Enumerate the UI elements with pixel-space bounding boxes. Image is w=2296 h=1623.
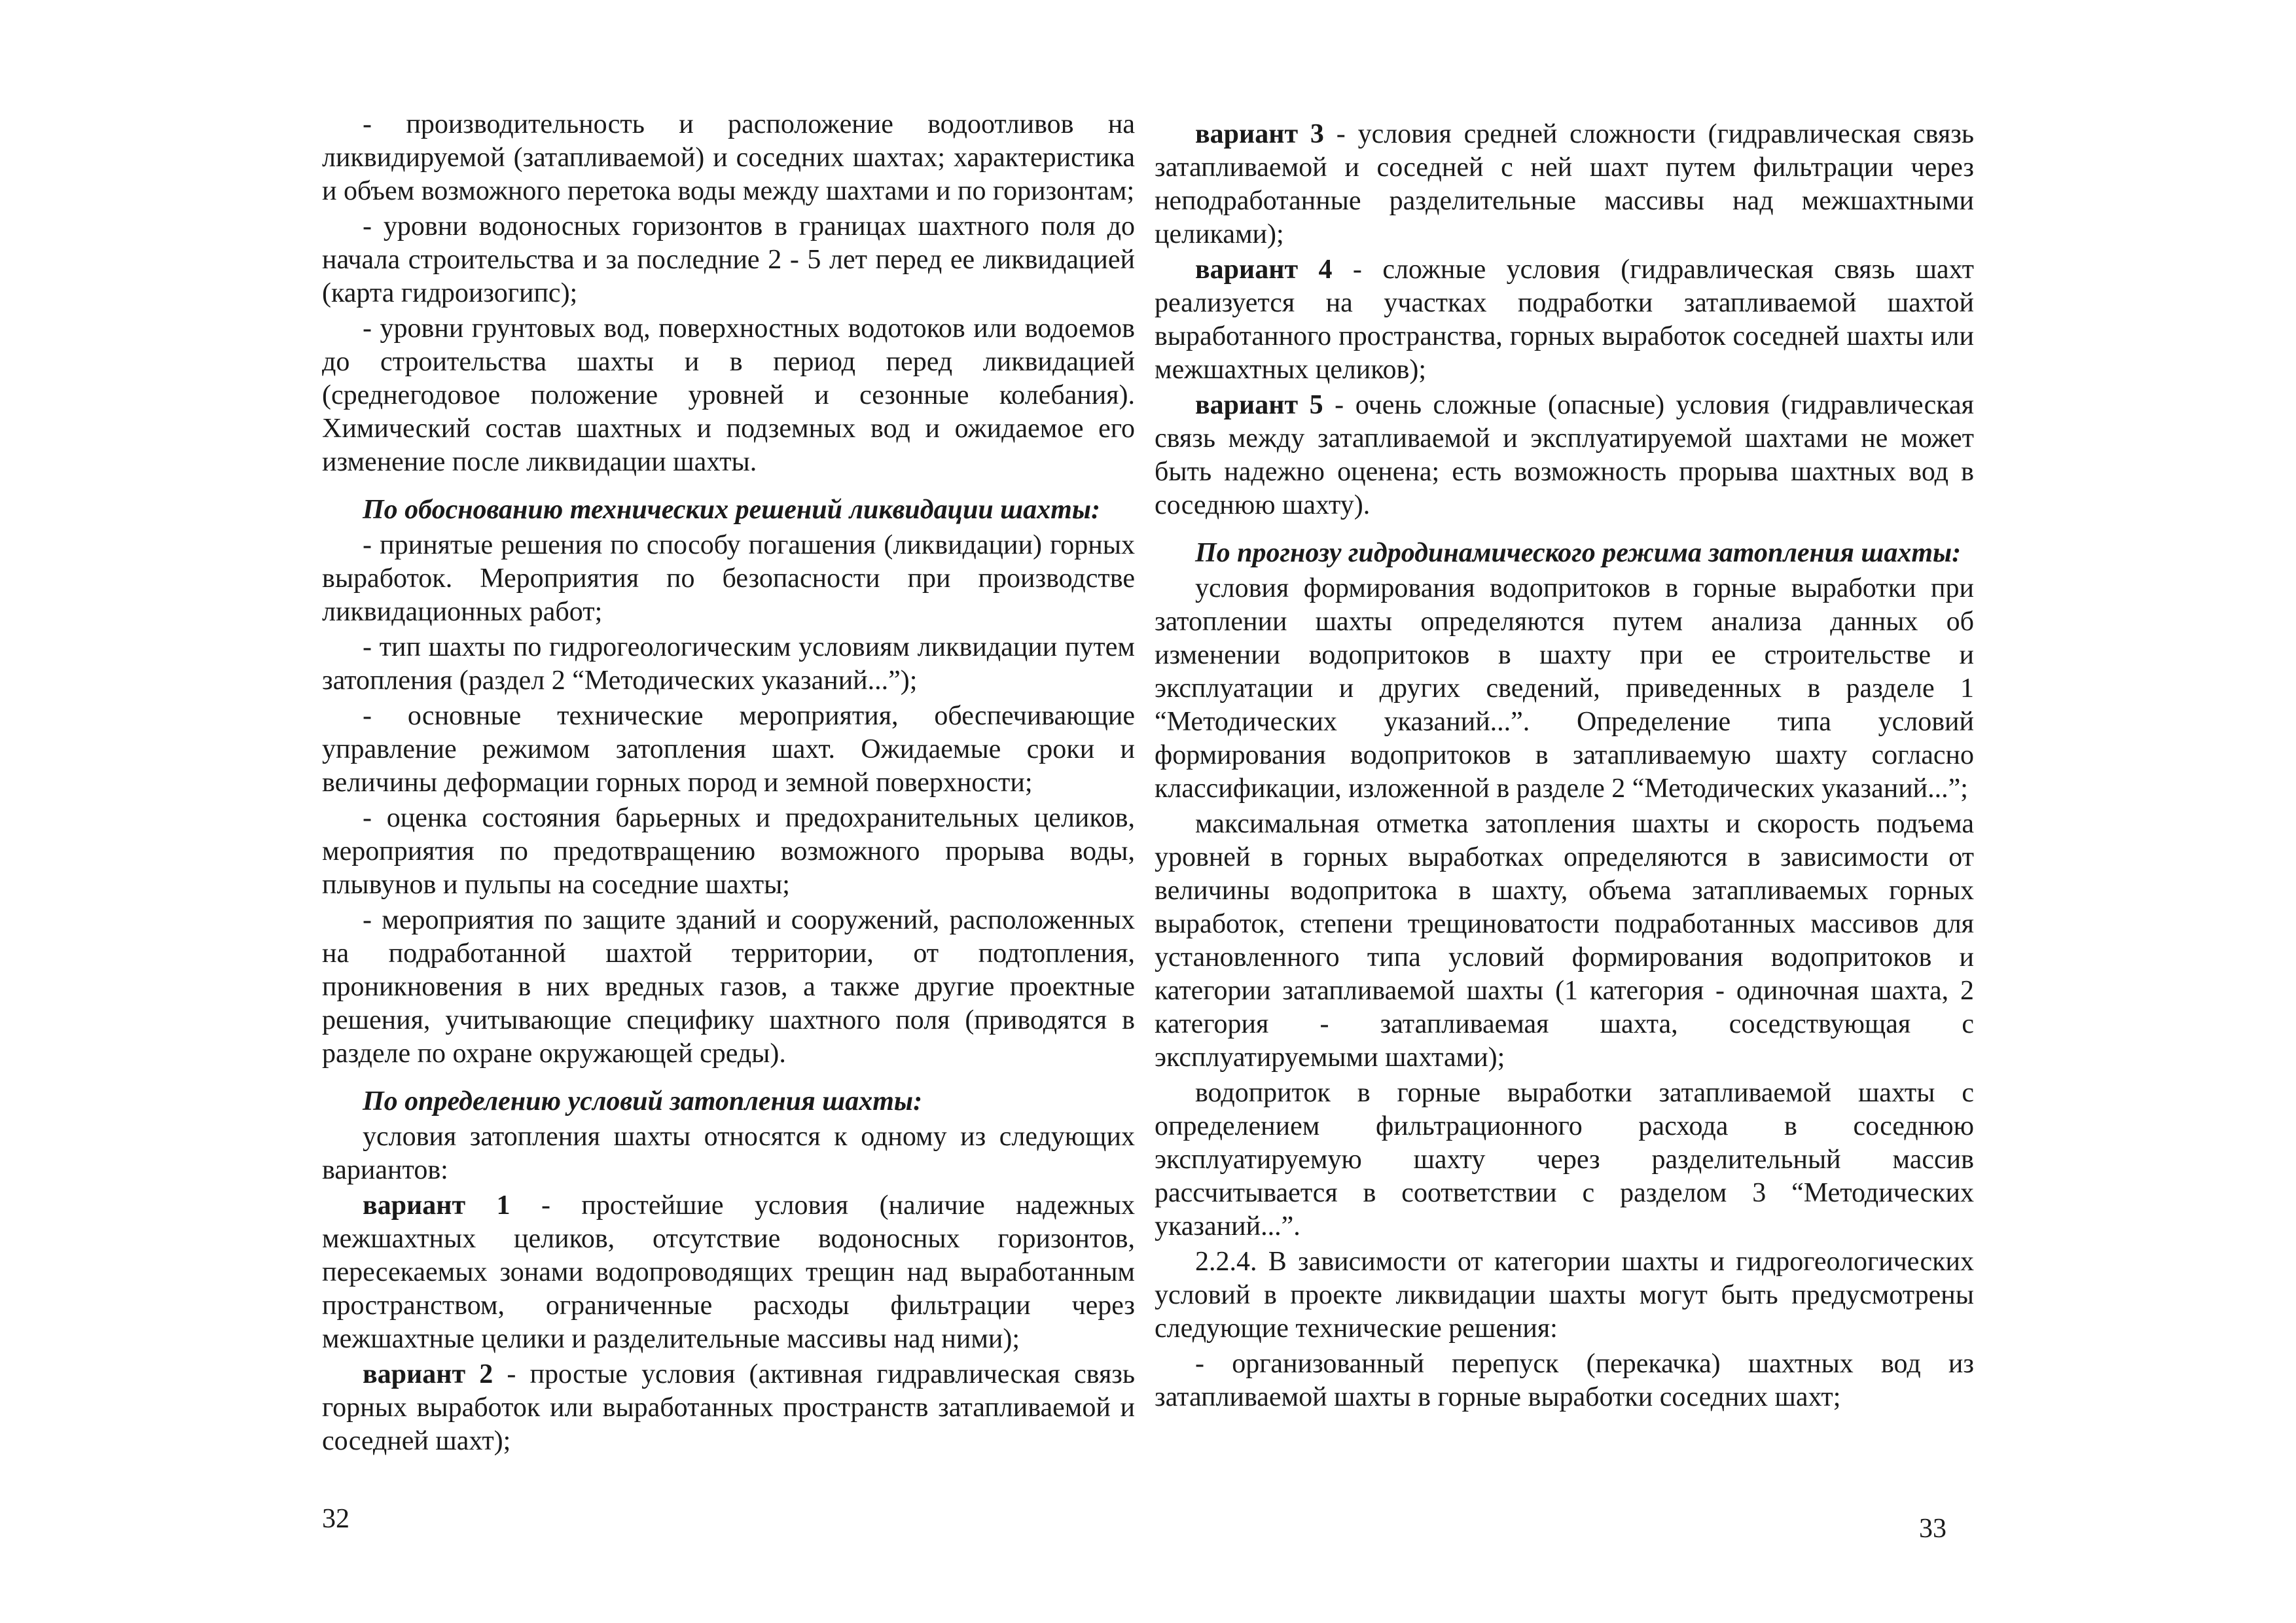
body-paragraph: - уровни грунтовых вод, поверхностных водотоков или водоемов до строительства шахты и в период перед ликвидацией (среднегодовое положение уровней и сезонные колебания). Химический состав шахтных и подземных вод и ожидаемое его изменение после ликвидации шахты. — [322, 313, 1135, 477]
section-heading: По определению условий затопления шахты: — [363, 1086, 923, 1116]
right-page-number: 33 — [1919, 1514, 1946, 1544]
body-paragraph: - принятые решения по способу погашения (ликвидации) горных выработок. Мероприятия по безопасности при производстве ликвидационных работ; — [322, 530, 1135, 627]
body-paragraph: водоприток в горные выработки затапливаемой шахты с определением фильтрационного расхода в соседнюю эксплуатируемую шахту через разделительный массив рассчитывается в соответствии с разделом 3 “Методических указаний...”. — [1155, 1078, 1974, 1241]
variant-paragraph — [322, 1358, 1135, 1458]
variant-label: вариант 4 — [1195, 255, 1333, 285]
variant-paragraph — [1155, 253, 1974, 387]
variant-paragraph — [322, 1189, 1135, 1356]
section-heading: По прогнозу гидродинамического режима затопления шахты: — [1195, 538, 1962, 568]
body-paragraph: - производительность и расположение водоотливов на ликвидируемой (затапливаемой) и соседних шахтах; характеристика и объем возможного перетока воды между шахтами и по горизонтам; — [322, 109, 1135, 206]
body-paragraph: - оценка состояния барьерных и предохранительных целиков, мероприятия по предотвращению возможного прорыва воды, плывунов и пульпы на соседние шахты; — [322, 803, 1135, 900]
variant-label: вариант 5 — [1195, 390, 1323, 420]
variant-text: - простейшие условия (наличие надежных межшахтных целиков, отсутствие водоносных горизонтов, пересекаемых зонами водопроводящих трещин над выработанным пространством, ограниченные расходы фильтрации через межшахтные целики и разделительные массивы над ними); — [322, 1190, 1135, 1354]
variant-text: - очень сложные (опасные) условия (гидравлическая связь между затапливаемой и эксплуатируемой шахтами не может быть надежно оценена; есть возможность прорыва шахтных вод в соседнюю шахту). — [1155, 390, 1974, 520]
body-paragraph: - основные технические мероприятия, обеспечивающие управление режимом затопления шахт. Ожидаемые сроки и величины деформации горных пород и земной поверхности; — [322, 701, 1135, 798]
body-paragraph: максимальная отметка затопления шахты и скорость подъема уровней в горных выработках определяются в зависимости от величины водопритока в шахту, объема затапливаемых горных выработок, степени трещиноватости подработанных массивов для установленного типа условий формирования водопритоков и категории затапливаемой шахты (1 категория - одиночная шахта, 2 категория - затапливаемая шахта, соседствующая с эксплуатируемыми шахтами); — [1155, 809, 1974, 1073]
left-page-number: 32 — [322, 1504, 350, 1534]
body-paragraph: - мероприятия по защите зданий и сооружений, расположенных на подработанной шахтой территории, от подтопления, проникновения в них вредных газов, а также другие проектные решения, учитывающие специфику шахтного поля (приводятся в разделе по охране окружающей среды). — [322, 905, 1135, 1069]
variant-label: вариант 1 — [363, 1190, 511, 1221]
variant-paragraph — [1155, 389, 1974, 522]
left-page-text-column — [322, 108, 1135, 1458]
body-paragraph: - организованный перепуск (перекачка) шахтных вод из затапливаемой шахты в горные выработки соседних шахт; — [1155, 1349, 1974, 1412]
variant-label: вариант 3 — [1195, 119, 1324, 149]
right-page-text-column — [1155, 118, 1974, 1414]
section-heading: По обоснованию технических решений ликвидации шахты: — [363, 495, 1100, 525]
body-paragraph: условия формирования водопритоков в горные выработки при затоплении шахты определяются путем анализа данных об изменении водопритоков в шахту при ее строительстве и эксплуатации и других сведений, приведенных в разделе 1 “Методических указаний...”. Определение типа условий формирования водопритоков в затапливаемую шахту согласно классификации, изложенной в разделе 2 “Методических указаний...”; — [1155, 573, 1974, 804]
right-page — [1148, 0, 2296, 1623]
variant-label: вариант 2 — [363, 1359, 493, 1389]
body-paragraph: - тип шахты по гидрогеологическим условиям ликвидации путем затопления (раздел 2 “Методических указаний...”); — [322, 632, 1135, 696]
body-paragraph: 2.2.4. В зависимости от категории шахты и гидрогеологических условий в проекте ликвидации шахты могут быть предусмотрены следующие технические решения: — [1155, 1247, 1974, 1344]
variant-text: - сложные условия (гидравлическая связь шахт реализуется на участках подработки затапливаемой шахтой выработанного пространства, горных выработок соседней шахты или межшахтных целиков); — [1155, 255, 1974, 385]
body-paragraph: условия затопления шахты относятся к одному из следующих вариантов: — [322, 1122, 1135, 1185]
body-paragraph: - уровни водоносных горизонтов в границах шахтного поля до начала строительства и за последние 2 - 5 лет перед ее ликвидацией (карта гидроизогипс); — [322, 211, 1135, 308]
variant-text: - условия средней сложности (гидравлическая связь затапливаемой и соседней с ней шахт путем фильтрации через неподработанные разделительные массивы над межшахтными целиками); — [1155, 119, 1974, 249]
variant-text: - простые условия (активная гидравлическая связь горных выработок или выработанных пространств затапливаемой и соседней шахт); — [322, 1359, 1136, 1456]
variant-paragraph — [1155, 118, 1974, 251]
